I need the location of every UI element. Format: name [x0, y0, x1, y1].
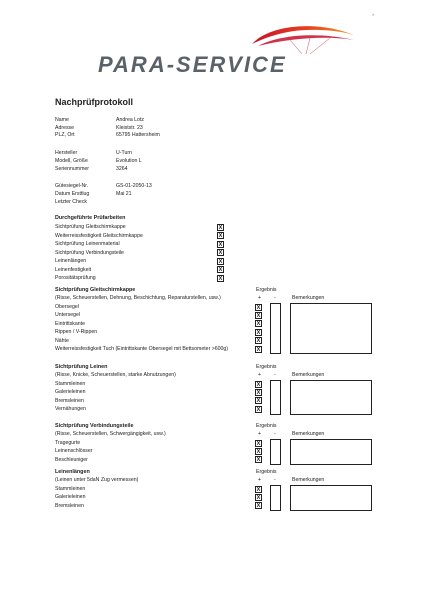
owner-address-value: Kleiststr. 23: [116, 124, 143, 131]
ergebnis-label: Ergebnis: [256, 423, 277, 429]
remarks-box[interactable]: [290, 439, 372, 465]
result-plus-box[interactable]: X: [256, 321, 261, 328]
check-item-box[interactable]: X: [218, 267, 223, 273]
check-item-box[interactable]: X: [218, 250, 223, 256]
section-item-label: Obersegel: [55, 304, 79, 310]
check-item-label: Leinenfestigkeit: [55, 266, 92, 273]
section-item-label: Weiterreissfestigkeit Tuch (Eintrittskante Obersegel mit Bettsometer >600g): [55, 346, 229, 352]
model-label: Modell, Größe: [55, 158, 88, 164]
corner-mark: *: [372, 14, 375, 20]
seal-number-label: Gütesiegel-Nr.: [55, 183, 89, 189]
section-subtitle: (Leinen unter 5daN Zug vermessen): [55, 477, 139, 483]
ergebnis-label: Ergebnis: [256, 364, 277, 370]
plus-header: +: [258, 372, 262, 378]
result-plus-box[interactable]: X: [256, 304, 261, 311]
remarks-header: Bemerkungen: [292, 372, 325, 378]
section-item-label: Galerieleinen: [55, 494, 86, 501]
result-plus-box[interactable]: X: [256, 398, 261, 405]
result-plus-box[interactable]: X: [256, 389, 261, 396]
brand-logo-text: PARA-SERVICE: [98, 52, 287, 77]
section-item-label: Bremsleinen: [55, 502, 84, 509]
section-subtitle: (Risse, Scheuerstellen, Dehnung, Beschichtung, Reparaturstellen, usw.): [55, 295, 221, 301]
result-minus-column[interactable]: [270, 439, 281, 465]
section-item-label: Rippen / V-Rippen: [55, 329, 98, 336]
section-heading: Sichtprüfung Verbindungsteile: [55, 423, 134, 429]
plus-header: +: [258, 295, 262, 301]
result-plus-box[interactable]: X: [256, 312, 261, 319]
owner-address-label: Adresse: [55, 124, 75, 131]
owner-city-value: 65795 Hattersheim: [116, 132, 160, 138]
check-item-label: Sichtprüfung Gleitschirmkappe: [55, 224, 126, 230]
check-item-label: Sichtprüfung Leinenmaterial: [55, 241, 120, 247]
seal-number-value: GS-01-2050-13: [116, 183, 152, 189]
minus-header: -: [274, 295, 276, 301]
section-item-label: Vernähungen: [55, 406, 86, 413]
section-item-label: Stammleinen: [55, 486, 86, 492]
ergebnis-label: Ergebnis: [256, 287, 277, 293]
section-item-label: Nähte: [55, 337, 69, 344]
section-item-label: Bremsleinen: [55, 397, 84, 404]
manufacturer-label: Hersteller: [55, 150, 78, 156]
result-plus-box[interactable]: X: [256, 329, 261, 336]
page-title: Nachprüfprotokoll: [55, 97, 133, 107]
result-plus-box[interactable]: X: [256, 457, 261, 464]
last-check-label: Letzter Check: [55, 199, 88, 205]
result-minus-column[interactable]: [270, 485, 281, 511]
section-item-label: Leinenschlösser: [55, 448, 93, 455]
section-item-label: Beschleuniger: [55, 456, 88, 463]
minus-header: -: [274, 372, 276, 378]
serial-label: Seriennummer: [55, 166, 90, 172]
check-item-label: Sichtprüfung Verbindungsteile: [55, 249, 124, 256]
result-plus-box[interactable]: X: [256, 406, 261, 413]
remarks-box[interactable]: [290, 303, 372, 354]
result-plus-box[interactable]: X: [256, 494, 261, 501]
result-plus-box[interactable]: X: [256, 503, 261, 510]
result-plus-box[interactable]: X: [256, 486, 261, 493]
remarks-header: Bemerkungen: [292, 477, 325, 483]
section-subtitle: (Risse, Knicke, Scheuerstellen, starke Abnutzungen): [55, 372, 176, 378]
minus-header: -: [274, 431, 276, 437]
first-flight-label: Datum Ersttlug: [55, 191, 90, 197]
check-item-box[interactable]: X: [218, 233, 223, 239]
serial-value: 3264: [116, 166, 128, 172]
result-minus-column[interactable]: [270, 380, 281, 415]
first-flight-value: Mai 21: [116, 191, 132, 197]
result-plus-box[interactable]: X: [256, 440, 261, 447]
section-item-label: Galerieleinen: [55, 389, 86, 396]
result-plus-box[interactable]: X: [256, 381, 261, 388]
model-value: Evolution L: [116, 158, 142, 164]
section-item-label: Eintrittskante: [55, 320, 85, 327]
check-item-box[interactable]: X: [218, 224, 223, 231]
remarks-box[interactable]: [290, 380, 372, 415]
remarks-header: Bemerkungen: [292, 295, 325, 301]
result-plus-box[interactable]: X: [256, 346, 261, 353]
check-item-label: Weiterreissfestigkeit Gleitschirmkappe: [55, 232, 143, 239]
check-item-label: Porositätsprüfung: [55, 275, 96, 281]
section-heading: Sichtprüfung Gleitschirmkappe: [55, 287, 136, 293]
section-subtitle: (Risse, Scheuerstellen, Schwergängigkeit, usw.): [55, 431, 166, 437]
checks-heading: Durchgeführte Prüfarbeiten: [55, 215, 126, 221]
section-heading: Leinenlängen: [55, 469, 90, 475]
ergebnis-label: Ergebnis: [256, 469, 277, 475]
section-heading: Sichtprüfung Leinen: [55, 364, 108, 370]
result-minus-column[interactable]: [270, 303, 281, 354]
section-item-label: Stammleinen: [55, 381, 86, 387]
section-item-label: Untersegel: [55, 312, 81, 319]
minus-header: -: [274, 477, 276, 483]
plus-header: +: [258, 431, 262, 437]
owner-name-label: Name: [55, 117, 69, 123]
check-item-box[interactable]: X: [218, 241, 223, 248]
section-item-label: Tragegurte: [55, 440, 81, 446]
owner-city-label: PLZ, Ort: [55, 132, 75, 138]
manufacturer-value: U-Turn: [116, 150, 132, 156]
check-item-box[interactable]: X: [218, 258, 223, 265]
plus-header: +: [258, 477, 262, 483]
result-plus-box[interactable]: X: [256, 338, 261, 345]
result-plus-box[interactable]: X: [256, 448, 261, 455]
remarks-box[interactable]: [290, 485, 372, 511]
check-item-label: Leinenlängen: [55, 258, 87, 264]
owner-name-value: Andrea Lotz: [116, 117, 144, 123]
remarks-header: Bemerkungen: [292, 431, 325, 437]
check-item-box[interactable]: X: [218, 275, 223, 282]
